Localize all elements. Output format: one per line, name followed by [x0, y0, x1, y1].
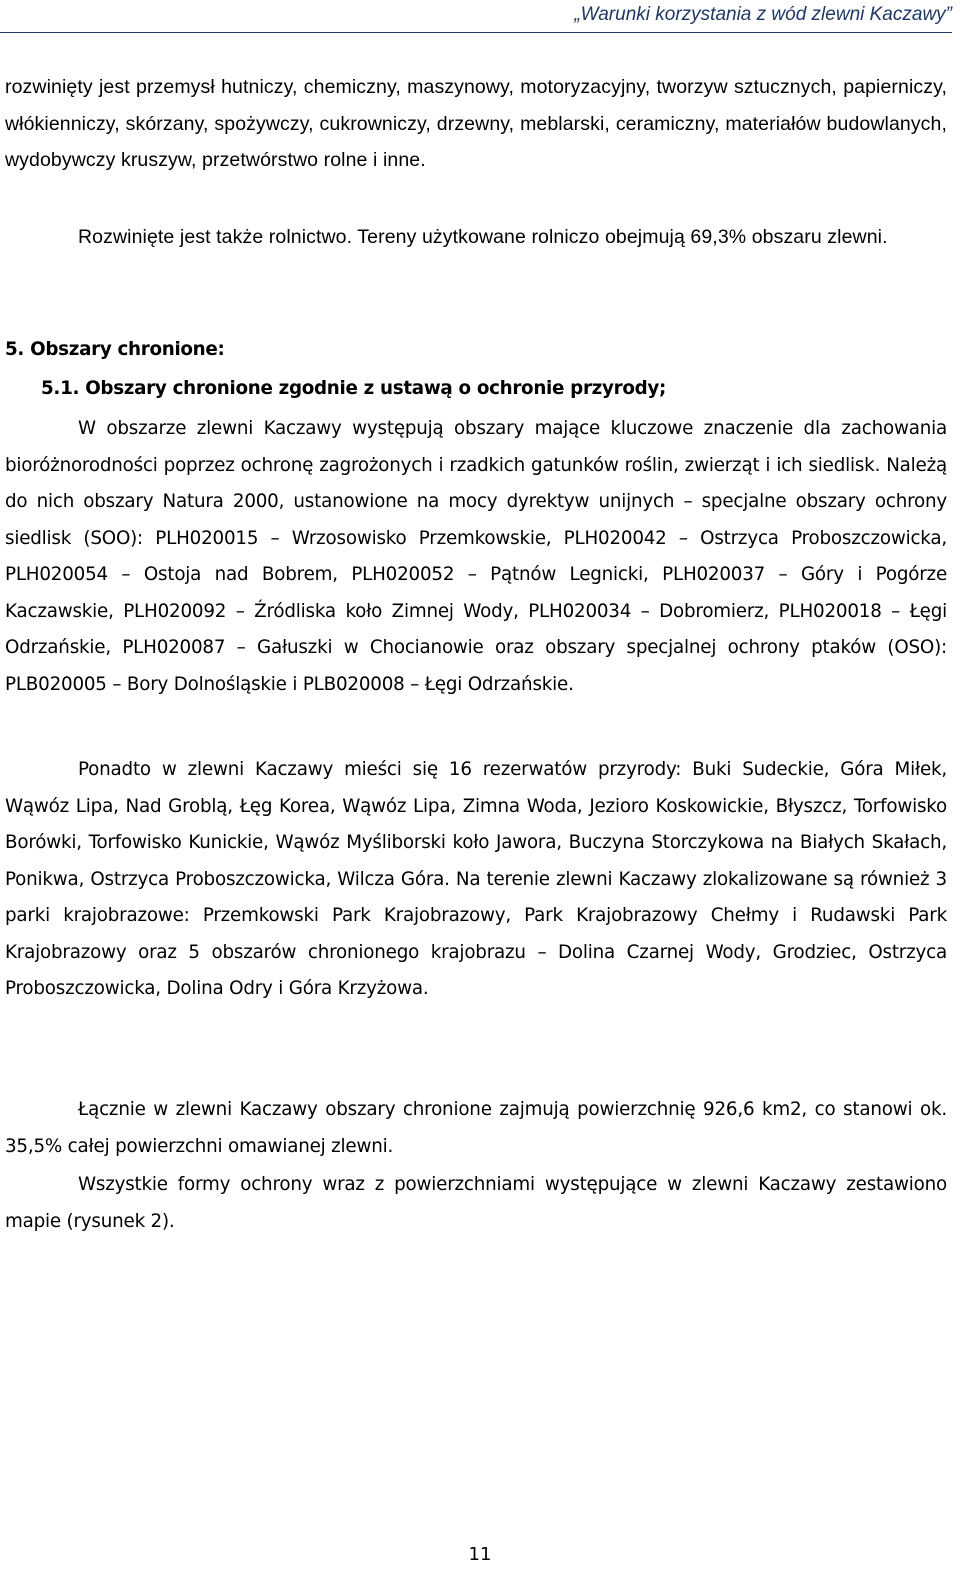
running-header: „Warunki korzystania z wód zlewni Kaczawy”	[574, 4, 952, 25]
paragraph-industry: rozwinięty jest przemysł hutniczy, chemiczny, maszynowy, motoryzacyjny, tworzyw sztucznych, papierniczy, włókienniczy, skórzany, spożywczy, cukrowniczy, drzewny, meblarski, ceramiczny, materiałów budowlanych, wydobywczy kruszyw, przetwórstwo rolne i inne.	[5, 76, 947, 171]
paragraph-map-reference: Wszystkie formy ochrony wraz z powierzchniami występujące w zlewni Kaczawy zestawiono mapie (rysunek 2).	[5, 1174, 947, 1232]
page-number: 11	[468, 1544, 492, 1565]
header-rule	[0, 32, 952, 33]
paragraph-reserves: Ponadto w zlewni Kaczawy mieści się 16 rezerwatów przyrody: Buki Sudeckie, Góra Miłek, Wąwóz Lipa, Nad Groblą, Łęg Korea, Wąwóz Lipa, Zimna Woda, Jezioro Koskowickie, Błyszcz, Torfowisko Borówki, Torfowisko Kunickie, Wąwóz Myśliborski koło Jawora, Buczyna Storczykowa na Białych Skałach, Ponikwa, Ostrzyca Proboszczowicka, Wilcza Góra. Na terenie zlewni Kaczawy zlokalizowane są również 3 parki krajobrazowe: Przemkowski Park Krajobrazowy, Park Krajobrazowy Chełmy i Rudawski Park Krajobrazowy oraz 5 obszarów chronionego krajobrazu – Dolina Czarnej Wody, Grodziec, Ostrzyca Proboszczowicka, Dolina Odry i Góra Krzyżowa.	[5, 759, 947, 999]
section-heading-5: 5. Obszary chronione:	[5, 339, 225, 360]
paragraph-agriculture: Rozwinięte jest także rolnictwo. Tereny użytkowane rolniczo obejmują 69,3% obszaru zlewni.	[78, 226, 888, 248]
subsection-heading-5-1: 5.1. Obszary chronione zgodnie z ustawą o ochronie przyrody;	[41, 378, 667, 399]
paragraph-natura-2000: W obszarze zlewni Kaczawy występują obszary mające kluczowe znaczenie dla zachowania bioróżnorodności poprzez ochronę zagrożonych i rzadkich gatunków roślin, zwierząt i ich siedlisk. Należą do nich obszary Natura 2000, ustanowione na mocy dyrektyw unijnych – specjalne obszary ochrony siedlisk (SOO): PLH020015 – Wrzosowisko Przemkowskie, PLH020042 – Ostrzyca Proboszczowicka, PLH020054 – Ostoja nad Bobrem, PLH020052 – Pątnów Legnicki, PLH020037 – Góry i Pogórze Kaczawskie, PLH020092 – Źródliska koło Zimnej Wody, PLH020034 – Dobromierz, PLH020018 – Łęgi Odrzańskie, PLH020087 – Gałuszki w Chocianowie oraz obszary specjalnej ochrony ptaków (OSO): PLB020005 – Bory Dolnośląskie i PLB020008 – Łęgi Odrzańskie.	[5, 418, 947, 695]
paragraph-total-area: Łącznie w zlewni Kaczawy obszary chronione zajmują powierzchnię 926,6 km2, co stanowi ok. 35,5% całej powierzchni omawianej zlewni.	[5, 1099, 947, 1157]
